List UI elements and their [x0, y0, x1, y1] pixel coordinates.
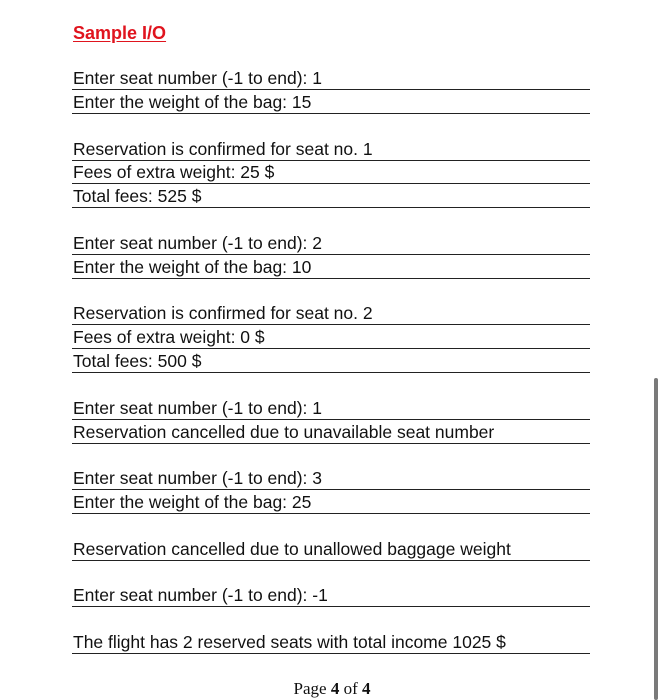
io-line: Reservation is confirmed for seat no. 2: [72, 302, 590, 325]
total-pages: 4: [361, 679, 371, 698]
io-line: Enter the weight of the bag: 25: [72, 491, 590, 514]
io-line: Total fees: 500 $: [72, 350, 590, 373]
io-line: The flight has 2 reserved seats with total income 1025 $: [72, 631, 590, 654]
io-line: Reservation is confirmed for seat no. 1: [72, 138, 590, 161]
vertical-scrollbar[interactable]: [654, 0, 662, 700]
io-line: Enter seat number (-1 to end): -1: [72, 584, 590, 607]
io-line: Fees of extra weight: 0 $: [72, 326, 590, 349]
io-line: Fees of extra weight: 25 $: [72, 161, 590, 184]
io-line: Total fees: 525 $: [72, 185, 590, 208]
io-line: Reservation cancelled due to unallowed baggage weight: [72, 538, 590, 561]
io-line: Enter seat number (-1 to end): 1: [72, 397, 590, 420]
io-line: Enter seat number (-1 to end): 1: [72, 67, 590, 90]
page-number: [0, 678, 664, 700]
page-of-label: of: [343, 679, 358, 698]
scrollbar-thumb[interactable]: [654, 378, 658, 700]
current-page: 4: [330, 679, 340, 698]
io-line: Enter the weight of the bag: 15: [72, 91, 590, 114]
io-line: Reservation cancelled due to unavailable seat number: [72, 421, 590, 444]
io-line: Enter the weight of the bag: 10: [72, 256, 590, 279]
section-heading: Sample I/O: [73, 23, 167, 43]
page-label: Page: [293, 679, 327, 698]
io-line: Enter seat number (-1 to end): 2: [72, 232, 590, 255]
io-line: Enter seat number (-1 to end): 3: [72, 467, 590, 490]
